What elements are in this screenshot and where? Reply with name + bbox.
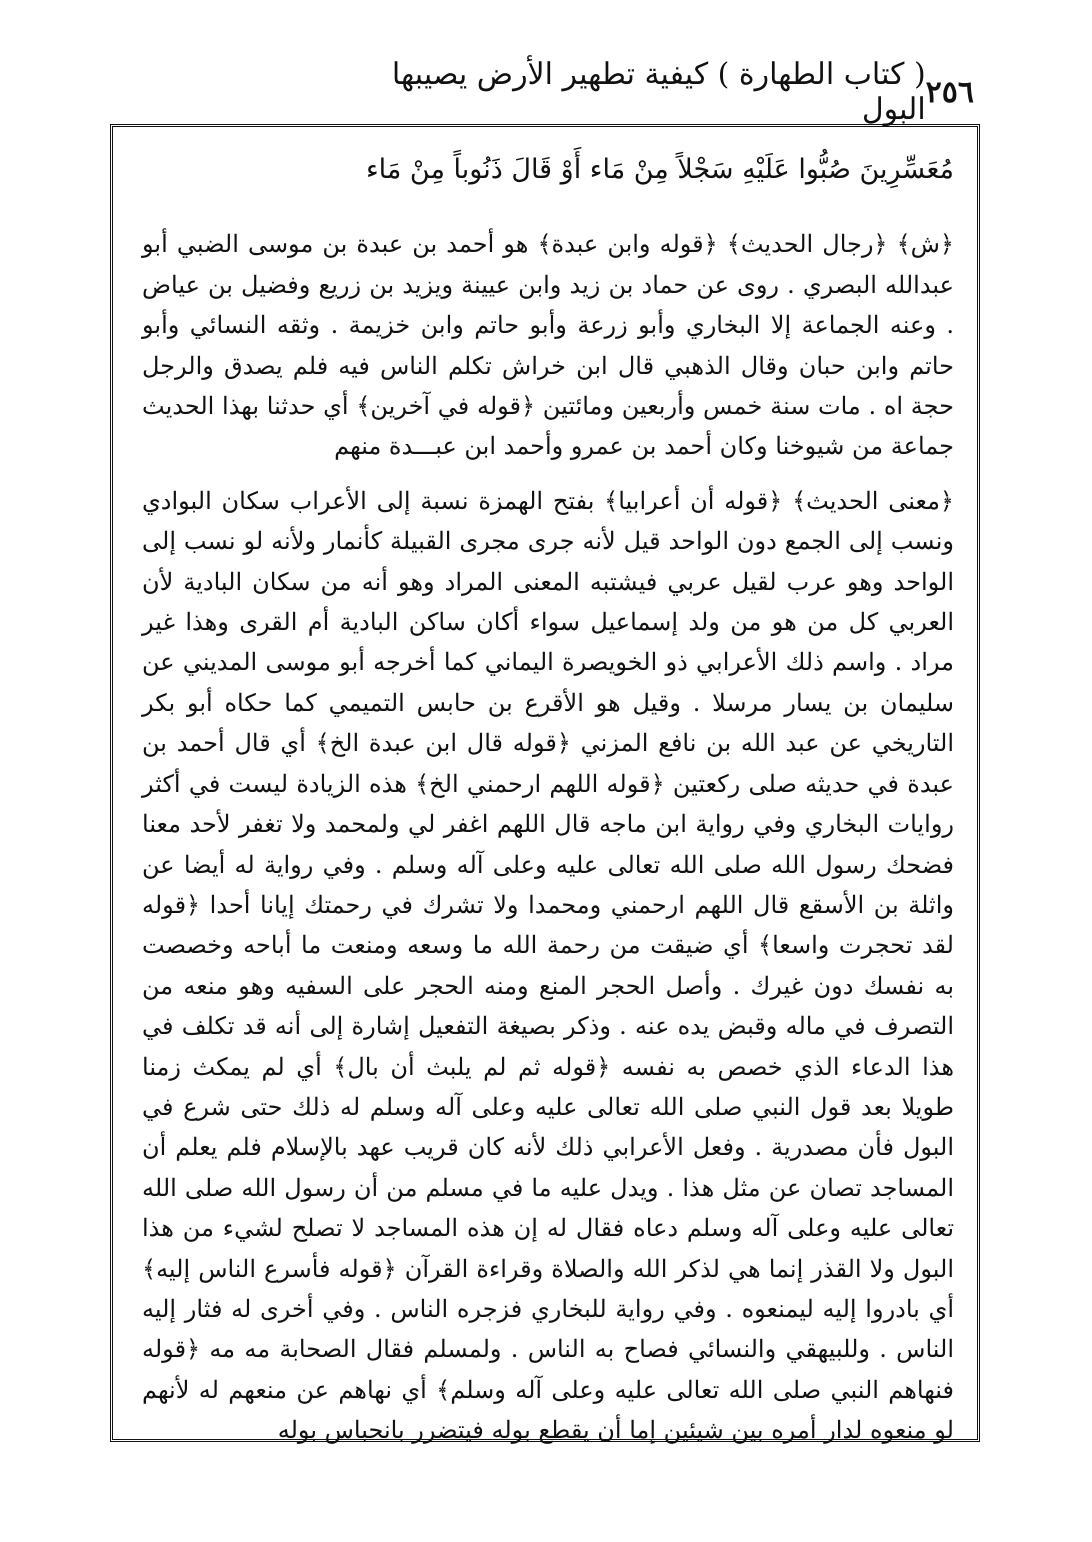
hadith-text: مُعَسِّرِينَ صُبُّوا عَلَيْهِ سَجْلاً مِنْ مَاء أَوْ قَالَ ذَنُوباً مِنْ مَاء <box>365 154 954 185</box>
page-number: ٢٥٦ <box>925 74 974 110</box>
running-title: ( كتاب الطهارة ) كيفية تطهير الأرض يصيبها البول <box>391 57 926 127</box>
page-body <box>142 142 954 1451</box>
paragraph-narrators: ﴿ش﴾ ﴿رجال الحديث﴾ ﴿قوله وابن عبدة﴾ هو أحمد بن عبدة بن موسى الضبي أبو عبدالله البصري . روى عن حماد بن زيد وابن عيينة ويزيد بن زريع وفضيل بن عياض . وعنه الجماعة إلا البخاري وأبو زرعة وأبو حاتم وابن خزيمة . وثقه النسائي وأبو حاتم وابن حبان وقال الذهبي قال ابن خراش تكلم الناس فيه فلم يصدق والرجل حجة اه . مات سنة خمس وأربعين ومائتين ﴿قوله في آخرين﴾ أي حدثنا بهذا الحديث جماعة من شيوخنا وكان أحمد بن عمرو وأحمد ابن عبـــدة منهم <box>142 230 954 461</box>
paragraph-meaning: ﴿معنى الحديث﴾ ﴿قوله أن أعرابيا﴾ بفتح الهمزة نسبة إلى الأعراب سكان البوادي ونسب إلى الجمع دون الواحد قيل لأنه جرى مجرى القبيلة كأنمار ولأنه لو نسب إلى الواحد وهو عرب لقيل عربي فيشتبه المعنى المراد وهو أنه من سكان البادية لأن العربي كل من هو من ولد إسماعيل سواء أكان ساكن البادية أم القرى وهذا غير مراد . واسم ذلك الأعرابي ذو الخويصرة اليماني كما أخرجه أبو موسى المديني عن سليمان بن يسار مرسلا . وقيل هو الأقرع بن حابس التميمي كما حكاه أبو بكر التاريخي عن عبد الله بن نافع المزني ﴿قوله قال ابن عبدة الخ﴾ أي قال أحمد بن عبدة في حديثه صلى ركعتين ﴿قوله اللهم ارحمني الخ﴾ هذه الزيادة ليست في أكثر روايات البخاري وفي رواية ابن ماجه قال اللهم اغفر لي ولمحمد ولا تغفر لأحد معنا فضحك رسول الله صلى الله تعالى عليه وعلى آله وسلم . وفي رواية له أيضا عن واثلة بن الأسقع قال اللهم ارحمني ومحمدا ولا تشرك في رحمتك إيانا أحدا ﴿قوله لقد تحجرت واسعا﴾ أي ضيقت من رحمة الله ما وسعه ومنعت ما أباحه وخصصت به نفسك دون غيرك . وأصل الحجر المنع ومنه الحجر على السفيه وهو منعه من التصرف في ماله وقبض يده عنه . وذكر بصيغة التفعيل إشارة إلى أنه قد تكلف في هذا الدعاء الذي خصص به نفسه ﴿قوله ثم لم يلبث أن بال﴾ أي لم يمكث زمنا طويلا بعد قول النبي صلى الله تعالى عليه وعلى آله وسلم له ذلك حتى شرع في البول فأن مصدرية . وفعل الأعرابي ذلك لأنه كان قريب عهد بالإسلام فلم يعلم أن المساجد تصان عن مثل هذا . ويدل عليه ما في مسلم من أن رسول الله صلى الله تعالى عليه وعلى آله وسلم دعاه فقال له إن هذه المساجد لا تصلح لشيء من هذا البول ولا القذر إنما هي لذكر الله والصلاة وقراءة القرآن ﴿قوله فأسرع الناس إليه﴾ أي بادروا إليه ليمنعوه . وفي رواية للبخاري فزجره الناس . وفي أخرى له فثار إليه الناس . وللبيهقي والنسائي فصاح به الناس . ولمسلم فقال الصحابة مه مه ﴿قوله فنهاهم النبي صلى الله تعالى عليه وعلى آله وسلم﴾ أي نهاهم عن منعهم له لأنهم لو منعوه لدار أمره بين شيئين إما أن يقطع بوله فيتضرر بانحباس بوله <box>142 486 955 1445</box>
page-header <box>106 57 986 127</box>
